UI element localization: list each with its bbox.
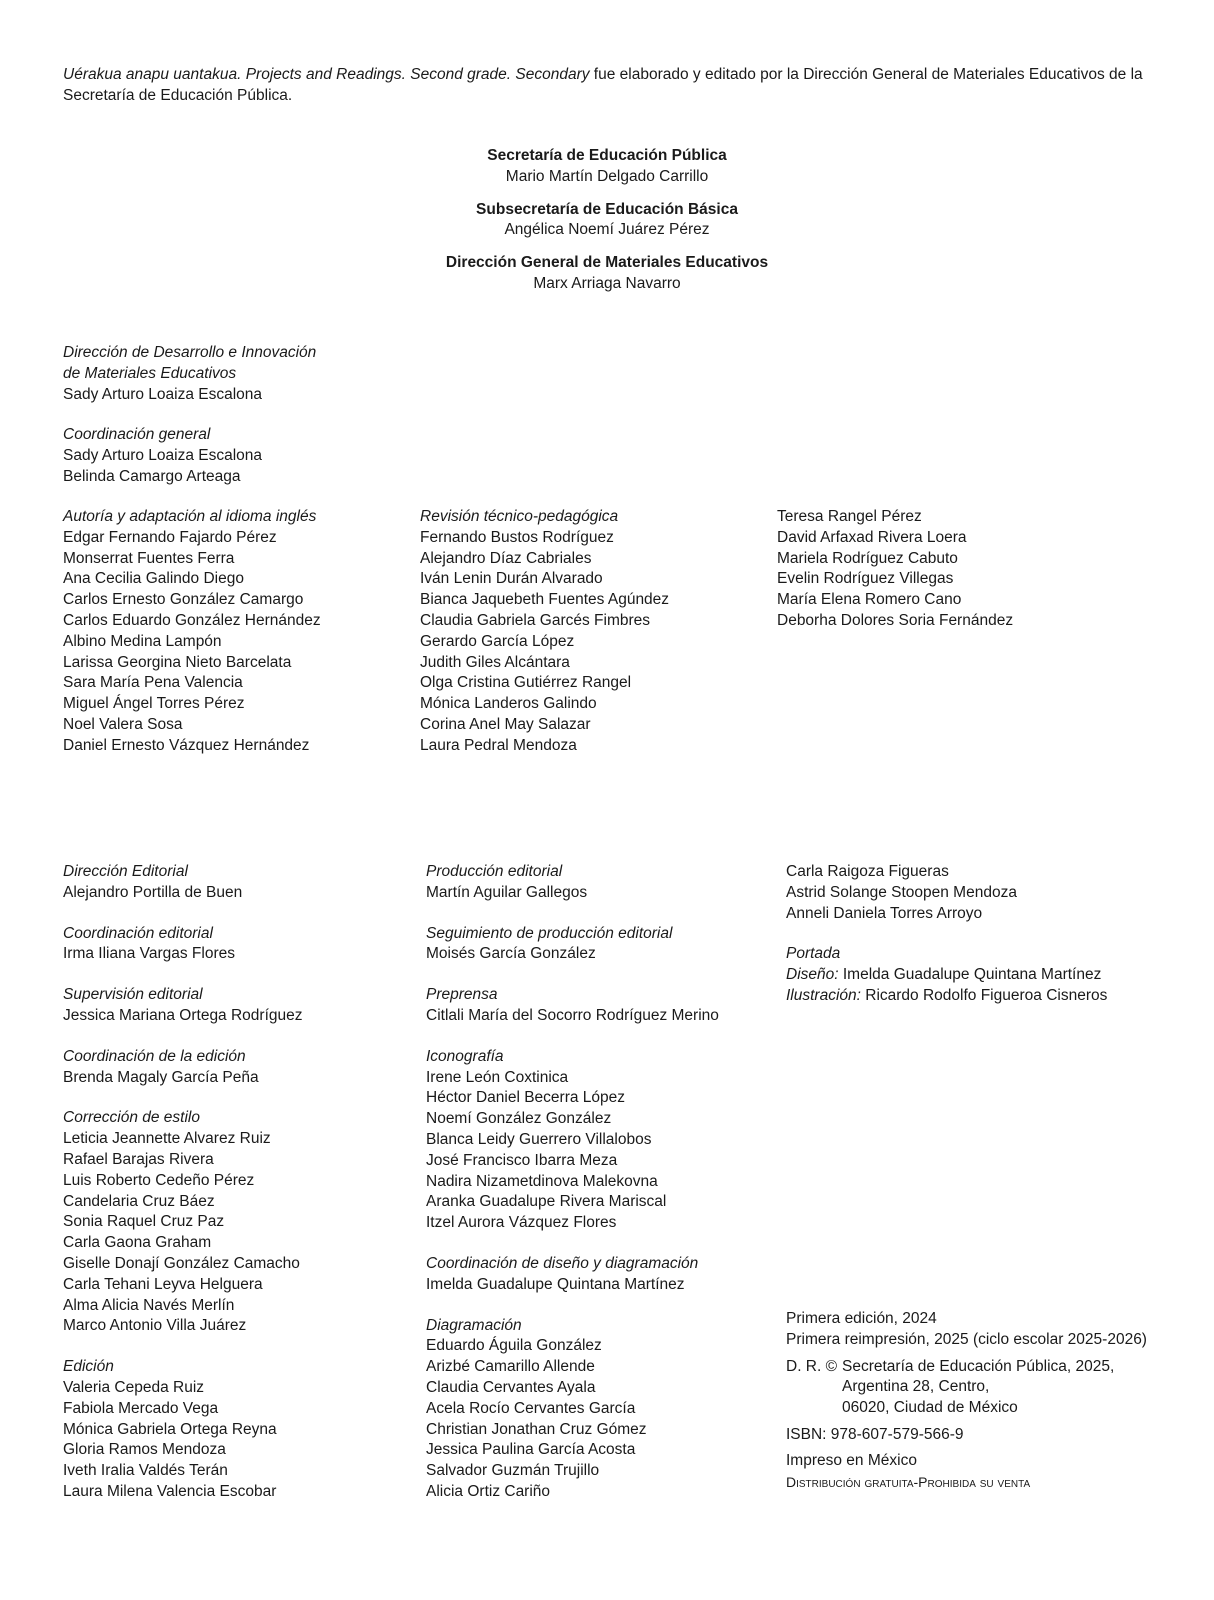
credit-name: Belinda Camargo Arteaga [63,467,241,485]
credit-name: Laura Milena Valencia Escobar [63,1482,277,1500]
colophon [786,1309,1186,1492]
credit-name: Fabiola Mercado Vega [63,1399,219,1417]
credit-title: Revisión técnico-pedagógica [420,508,619,525]
credit-name: Arizbé Camarillo Allende [426,1358,595,1376]
credit-name: Héctor Daniel Becerra López [426,1089,626,1107]
credit-name: Brenda Magaly García Peña [63,1068,259,1086]
printed-in-text: Impreso en México [786,1451,917,1469]
credit-block-preprensa [426,985,776,1027]
credits-lower-left [63,862,403,1503]
credit-title: Dirección Editorial [63,863,188,880]
credit-name: Claudia Gabriela Garcés Fimbres [420,611,651,629]
credit-name: Fernando Bustos Rodríguez [420,528,614,546]
credit-name: Candelaria Cruz Báez [63,1192,215,1210]
credit-name: Alma Alicia Navés Merlín [63,1296,235,1314]
credit-name: Gerardo García López [420,632,575,650]
credit-name: Carla Raigoza Figueras [786,863,949,880]
portada-ilustracion [786,986,1186,1007]
credit-title: Portada [786,945,841,963]
credit-name: Martín Aguilar Gallegos [426,883,588,901]
official-seb [0,200,1214,242]
credit-name: Gloria Ramos Mendoza [63,1441,226,1459]
credit-name: Aranka Guadalupe Rivera Mariscal [426,1193,667,1211]
credit-name: Alicia Ortiz Cariño [426,1482,551,1500]
reprint-text: Primera reimpresión, 2025 (ciclo escolar 2025-2026) [786,1330,1147,1348]
credit-name: Sady Arturo Loaiza Escalona [63,385,263,403]
credit-name: Acela Rocío Cervantes García [426,1399,636,1417]
credit-title: Corrección de estilo [63,1109,200,1127]
credit-name: Mónica Gabriela Ortega Reyna [63,1420,277,1438]
credit-name: Miguel Ángel Torres Pérez [63,695,245,713]
copyright-line: Secretaría de Educación Pública, 2025, [842,1357,1115,1375]
credits-upper-left-top [63,343,403,488]
credit-name: Mónica Landeros Galindo [420,695,597,713]
copyright-label: D. R. © [786,1357,838,1375]
officials-block [0,146,1214,307]
book-title: Uérakua anapu uantakua. Projects and Readings. Second grade. Secondary [63,66,590,83]
credit-name: Citlali María del Socorro Rodríguez Merino [426,1006,719,1024]
credit-name: Alejandro Portilla de Buen [63,883,243,901]
credit-block-diagramacion [426,1316,776,1503]
credit-name: Astrid Solange Stoopen Mendoza [786,883,1017,901]
credit-name: Iván Lenin Durán Alvarado [420,570,603,588]
credit-block-portada [786,944,1186,1006]
credit-name: Monserrat Fuentes Ferra [63,549,235,567]
credit-title: Coordinación editorial [63,924,213,942]
credit-block-seguimiento-produccion [426,924,776,966]
credit-block-revision [420,507,760,757]
credit-block-direccion-editorial [63,862,403,904]
credit-name: Albino Medina Lampón [63,632,222,650]
portada-diseno [786,965,1186,986]
credit-name: Rafael Barajas Rivera [63,1150,214,1168]
credit-name: Jessica Mariana Ortega Rodríguez [63,1006,303,1024]
credits-lower-middle [426,862,776,1503]
credit-name: Sady Arturo Loaiza Escalona [63,447,263,465]
official-sep [0,146,1214,188]
credit-name: Noemí González González [426,1110,612,1128]
distribution-notice: Distribución gratuita-Prohibida su venta [786,1473,1031,1490]
credit-name: Ana Cecilia Galindo Diego [63,570,244,588]
credit-title: Coordinación de la edición [63,1047,246,1065]
copyright-line: 06020, Ciudad de México [842,1399,1018,1417]
credit-title: Coordinación general [63,426,211,444]
credit-name: Luis Roberto Cedeño Pérez [63,1171,255,1189]
credit-name: Irene León Coxtinica [426,1068,569,1086]
credit-title: Supervisión editorial [63,986,203,1004]
credit-title: Diagramación [426,1316,522,1334]
credit-name: Blanca Leidy Guerrero Villalobos [426,1130,652,1148]
official-institution: Dirección General de Materiales Educativos [445,254,769,272]
credit-block-autoria [63,507,403,757]
official-dgme [0,253,1214,295]
credit-block-supervision-editorial [63,985,403,1027]
credit-name: Noel Valera Sosa [63,715,183,733]
credit-name: Evelin Rodríguez Villegas [777,570,954,588]
credit-block-revision-cont [777,507,1157,632]
credit-name: Teresa Rangel Pérez [777,508,922,525]
credit-name: Daniel Ernesto Vázquez Hernández [63,736,310,754]
credit-title: Autoría y adaptación al idioma inglés [63,508,317,525]
credit-name: Iveth Iralia Valdés Terán [63,1462,228,1480]
credit-block-edicion [63,1357,403,1503]
official-person: Angélica Noemí Juárez Pérez [504,221,710,239]
credit-name: Imelda Guadalupe Quintana Martínez [838,966,1102,984]
credit-name: Anneli Daniela Torres Arroyo [786,904,983,922]
official-institution: Subsecretaría de Educación Básica [476,200,738,218]
portada-diseno-label: Diseño: [786,966,839,984]
credit-name: Sara María Pena Valencia [63,674,243,692]
credit-block-correccion-estilo [63,1108,403,1337]
credit-name: Deborha Dolores Soria Fernández [777,611,1014,629]
credit-name: José Francisco Ibarra Meza [426,1151,618,1169]
credit-name: Judith Giles Alcántara [420,653,570,671]
credit-title: Producción editorial [426,863,563,880]
credit-name: Salvador Guzmán Trujillo [426,1462,600,1480]
credit-block-diagramacion-cont [786,862,1186,924]
credit-name: Marco Antonio Villa Juárez [63,1317,247,1335]
copyright-row [786,1357,1186,1419]
credit-name: Bianca Jaquebeth Fuentes Agúndez [420,591,670,609]
copyright-holder [842,1357,1114,1419]
official-institution: Secretaría de Educación Pública [487,147,727,164]
credit-title: Coordinación de diseño y diagramación [426,1254,699,1272]
credit-name: Edgar Fernando Fajardo Pérez [63,528,277,546]
credit-name: María Elena Romero Cano [777,591,962,609]
credit-block-direccion-desarrollo [63,343,403,405]
credit-block-coordinacion-edicion [63,1047,403,1089]
credit-name: Larissa Georgina Nieto Barcelata [63,653,292,671]
copyright-line: Argentina 28, Centro, [842,1378,990,1396]
credits-lower-right [786,862,1186,1007]
official-person: Mario Martín Delgado Carrillo [505,167,709,185]
credit-name: Carla Gaona Graham [63,1234,212,1252]
credit-name: Laura Pedral Mendoza [420,736,577,754]
credit-name: Carlos Ernesto González Camargo [63,591,304,609]
credit-name: Olga Cristina Gutiérrez Rangel [420,674,632,692]
credit-name: David Arfaxad Rivera Loera [777,528,967,546]
credit-title: Dirección de Desarrollo e Innovación [63,344,317,361]
intro-paragraph [63,65,1163,107]
credit-name: Imelda Guadalupe Quintana Martínez [426,1275,685,1293]
portada-ilustracion-label: Ilustración: [786,986,861,1004]
credit-name: Giselle Donají González Camacho [63,1254,300,1272]
credit-name: Eduardo Águila González [426,1337,602,1355]
credit-title: Edición [63,1358,114,1376]
credit-name: Moisés García González [426,945,596,963]
intro-text: fue elaborado y editado por la Dirección General de Materiales Educativos de la Secretaría de Educación Pública. [63,66,1143,104]
credit-name: Carlos Eduardo González Hernández [63,611,321,629]
credit-block-iconografia [426,1047,776,1234]
credit-title: de Materiales Educativos [63,364,237,382]
edition-text: Primera edición, 2024 [786,1310,937,1327]
credit-block-coordinacion-editorial [63,924,403,966]
credit-name: Ricardo Rodolfo Figueroa Cisneros [860,986,1108,1004]
credit-name: Alejandro Díaz Cabriales [420,549,592,567]
credit-name: Itzel Aurora Vázquez Flores [426,1214,617,1232]
credit-name: Claudia Cervantes Ayala [426,1378,596,1396]
credit-name: Sonia Raquel Cruz Paz [63,1213,225,1231]
credit-title: Seguimiento de producción editorial [426,924,673,942]
credit-title: Iconografía [426,1047,504,1065]
isbn-text: ISBN: 978-607-579-566-9 [786,1425,964,1443]
credit-name: Valeria Cepeda Ruiz [63,1378,205,1396]
credit-name: Christian Jonathan Cruz Gómez [426,1420,647,1438]
credit-block-coordinacion-general [63,425,403,487]
credit-name: Carla Tehani Leyva Helguera [63,1275,263,1293]
credit-name: Jessica Paulina García Acosta [426,1441,636,1459]
credit-name: Irma Iliana Vargas Flores [63,945,235,963]
credit-name: Nadira Nizametdinova Malekovna [426,1172,658,1190]
official-person: Marx Arriaga Navarro [533,274,681,292]
credit-name: Mariela Rodríguez Cabuto [777,549,958,567]
credit-name: Corina Anel May Salazar [420,715,591,733]
credit-block-produccion-editorial [426,862,776,904]
credit-name: Leticia Jeannette Alvarez Ruiz [63,1130,271,1148]
credit-block-coordinacion-diseno [426,1254,776,1296]
credit-title: Preprensa [426,986,498,1004]
